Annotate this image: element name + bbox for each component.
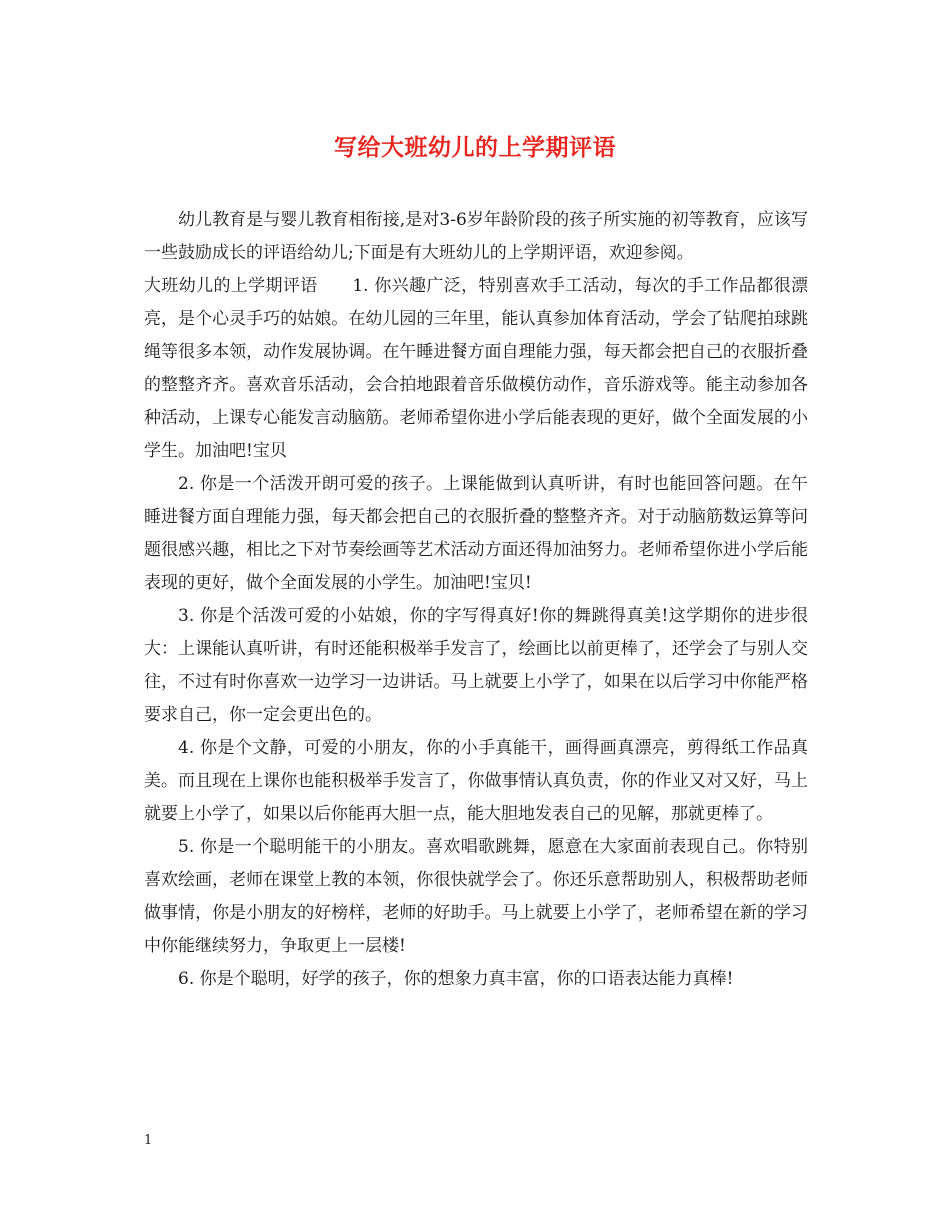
document-body [144,204,808,996]
comment-paragraph-2: 2. 你是一个活泼开朗可爱的孩子。上课能做到认真听讲，有时也能回答问题。在午睡进餐方面自理能力强，每天都会把自己的衣服折叠的整整齐齐。对于动脑筋数运算等问题很感兴趣，相比之下对节奏绘画等艺术活动方面还得加油努力。老师希望你进小学后能表现的更好，做个全面发展的小学生。加油吧!宝贝! [144,474,808,593]
comment-paragraph-1: 大班幼儿的上学期评语 1. 你兴趣广泛，特别喜欢手工活动，每次的手工作品都很漂亮，是个心灵手巧的姑娘。在幼儿园的三年里，能认真参加体育活动，学会了钻爬拍球跳绳等很多本领，动作发展协调。在午睡进餐方面自理能力强，每天都会把自己的衣服折叠的整整齐齐。喜欢音乐活动，会合拍地跟着音乐做模仿动作，音乐游戏等。能主动参加各种活动，上课专心能发言动脑筋。老师希望你进小学后能表现的更好，做个全面发展的小学生。加油吧!宝贝 [144,276,808,461]
page-number: 1 [144,1133,153,1148]
comment-paragraph-3: 3. 你是个活泼可爱的小姑娘，你的字写得真好!你的舞跳得真美!这学期你的进步很大：上课能认真听讲，有时还能积极举手发言了，绘画比以前更棒了，还学会了与别人交往，不过有时你喜欢一边学习一边讲话。马上就要上小学了，如果在以后学习中你能严格要求自己，你一定会更出色的。 [144,606,808,725]
comment-paragraph-5: 5. 你是一个聪明能干的小朋友。喜欢唱歌跳舞，愿意在大家面前表现自己。你特别喜欢绘画，老师在课堂上教的本领，你很快就学会了。你还乐意帮助别人，积极帮助老师做事情，你是小朋友的好榜样，老师的好助手。马上就要上小学了，老师希望在新的学习中你能继续努力，争取更上一层楼! [144,837,808,956]
intro-paragraph: 幼儿教育是与婴儿教育相衔接,是对3-6岁年龄阶段的孩子所实施的初等教育，应该写一些鼓励成长的评语给幼儿;下面是有大班幼儿的上学期评语，欢迎参阅。 [144,210,808,263]
page-title: 写给大班幼儿的上学期评语 [334,134,616,161]
comment-paragraph-6: 6. 你是个聪明，好学的孩子，你的想象力真丰富，你的口语表达能力真棒! [178,969,734,989]
comment-paragraph-4: 4. 你是个文静，可爱的小朋友，你的小手真能干，画得画真漂亮，剪得纸工作品真美。而且现在上课你也能积极举手发言了，你做事情认真负责，你的作业又对又好，马上就要上小学了，如果以后你能再大胆一点，能大胆地发表自己的见解，那就更棒了。 [144,738,808,824]
